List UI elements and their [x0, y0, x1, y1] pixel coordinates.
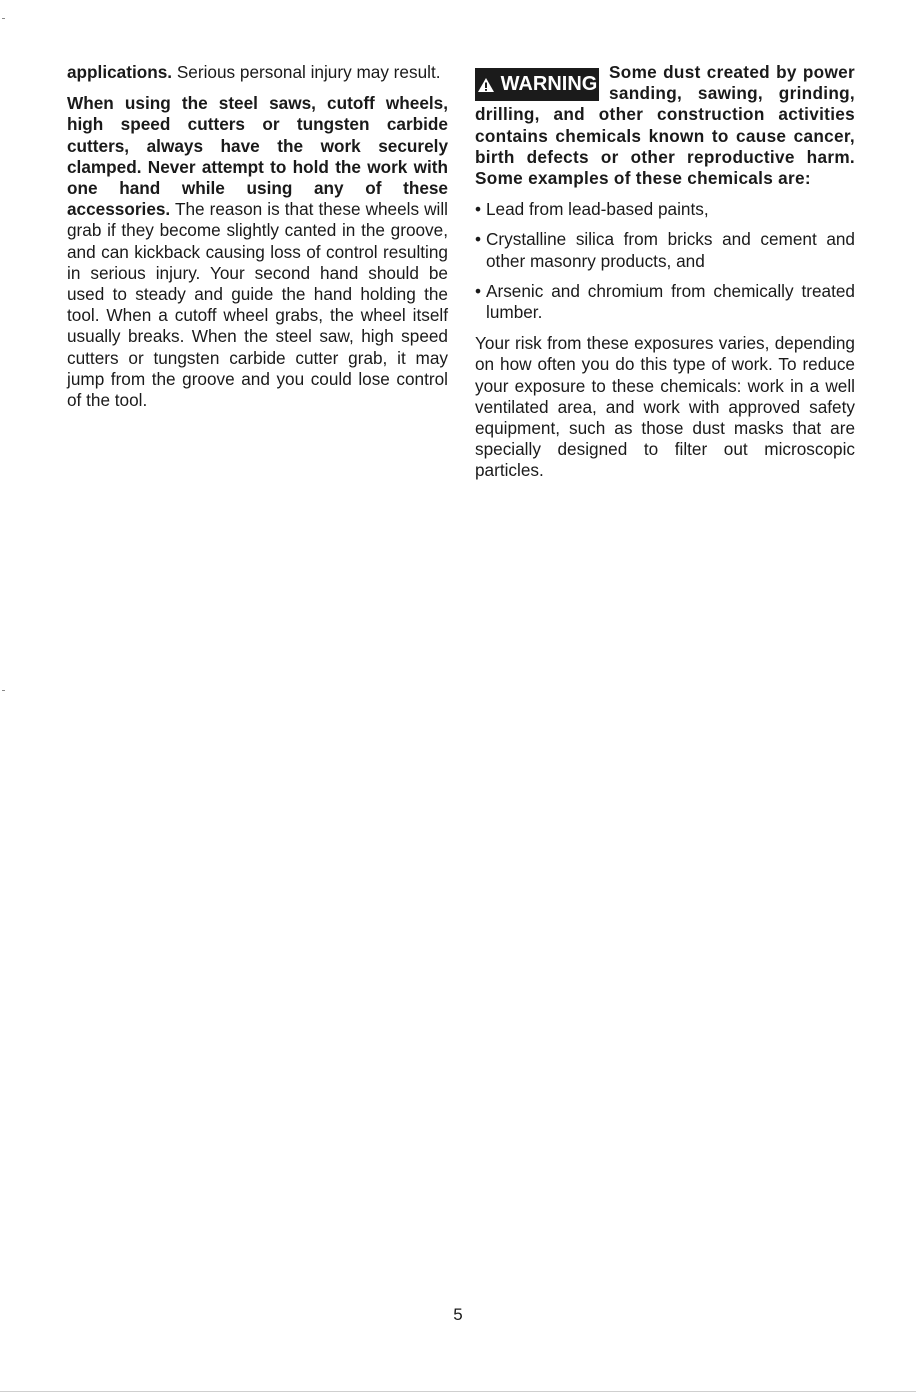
intro-bold-text: applications.	[67, 62, 173, 82]
caution-paragraph	[67, 93, 448, 411]
list-item	[475, 229, 855, 271]
chemicals-list	[475, 199, 855, 323]
warning-badge-label: WARNING	[500, 72, 598, 95]
right-column	[475, 62, 855, 492]
warning-section	[475, 62, 855, 189]
warning-triangle-icon	[477, 77, 495, 93]
warning-badge	[475, 68, 599, 101]
left-column	[67, 62, 448, 421]
list-item-text: Arsenic and chromium from chemically treated lumber.	[486, 280, 855, 323]
list-item-text: Crystalline silica from bricks and cement and other masonry products, and	[486, 229, 855, 271]
page-edge-mark-middle	[2, 690, 5, 691]
bullet-marker: •	[475, 229, 482, 250]
list-item-text: Lead from lead-based paints,	[486, 199, 709, 220]
list-item	[475, 199, 855, 220]
page-number: 5	[453, 1305, 463, 1324]
bullet-marker: •	[475, 280, 482, 301]
caution-text: The reason is that these wheels will grab if they become slightly canted in the groove, and can kickback causing loss of control resulting in serious injury. Your second hand should be used to steady and guide the hand holding the tool. When a cutoff wheel grabs, the wheel itself usually breaks. When the steel saw, high speed cutters or tungsten carbide cutter grab, it may jump from the groove and you could lose control of the tool.	[67, 199, 448, 411]
intro-text: Serious personal injury may result.	[172, 62, 441, 82]
list-item	[475, 281, 855, 323]
intro-paragraph	[67, 62, 448, 83]
closing-paragraph: Your risk from these exposures varies, depending on how often you do this type of work. To reduce your exposure to these chemicals: work in a well ventilated area, and work with approved safety equipment, such as those dust masks that are specially designed to filter out microscopic particles.	[475, 333, 855, 481]
warning-text: Some dust created by power sanding, sawing, grinding, drilling, and other construction activities contains chemicals known to cause cancer, birth defects or other reproductive harm. Some examples of these chemicals are:	[475, 62, 855, 189]
bullet-marker: •	[475, 199, 482, 220]
page-edge-mark-top	[2, 18, 5, 19]
caution-bold-text: When using the steel saws, cutoff wheels, high speed cutters or tungsten carbide cutters, always have the work securely clamped. Never attempt to hold the work with one hand while using any of these accessories.	[67, 93, 448, 220]
